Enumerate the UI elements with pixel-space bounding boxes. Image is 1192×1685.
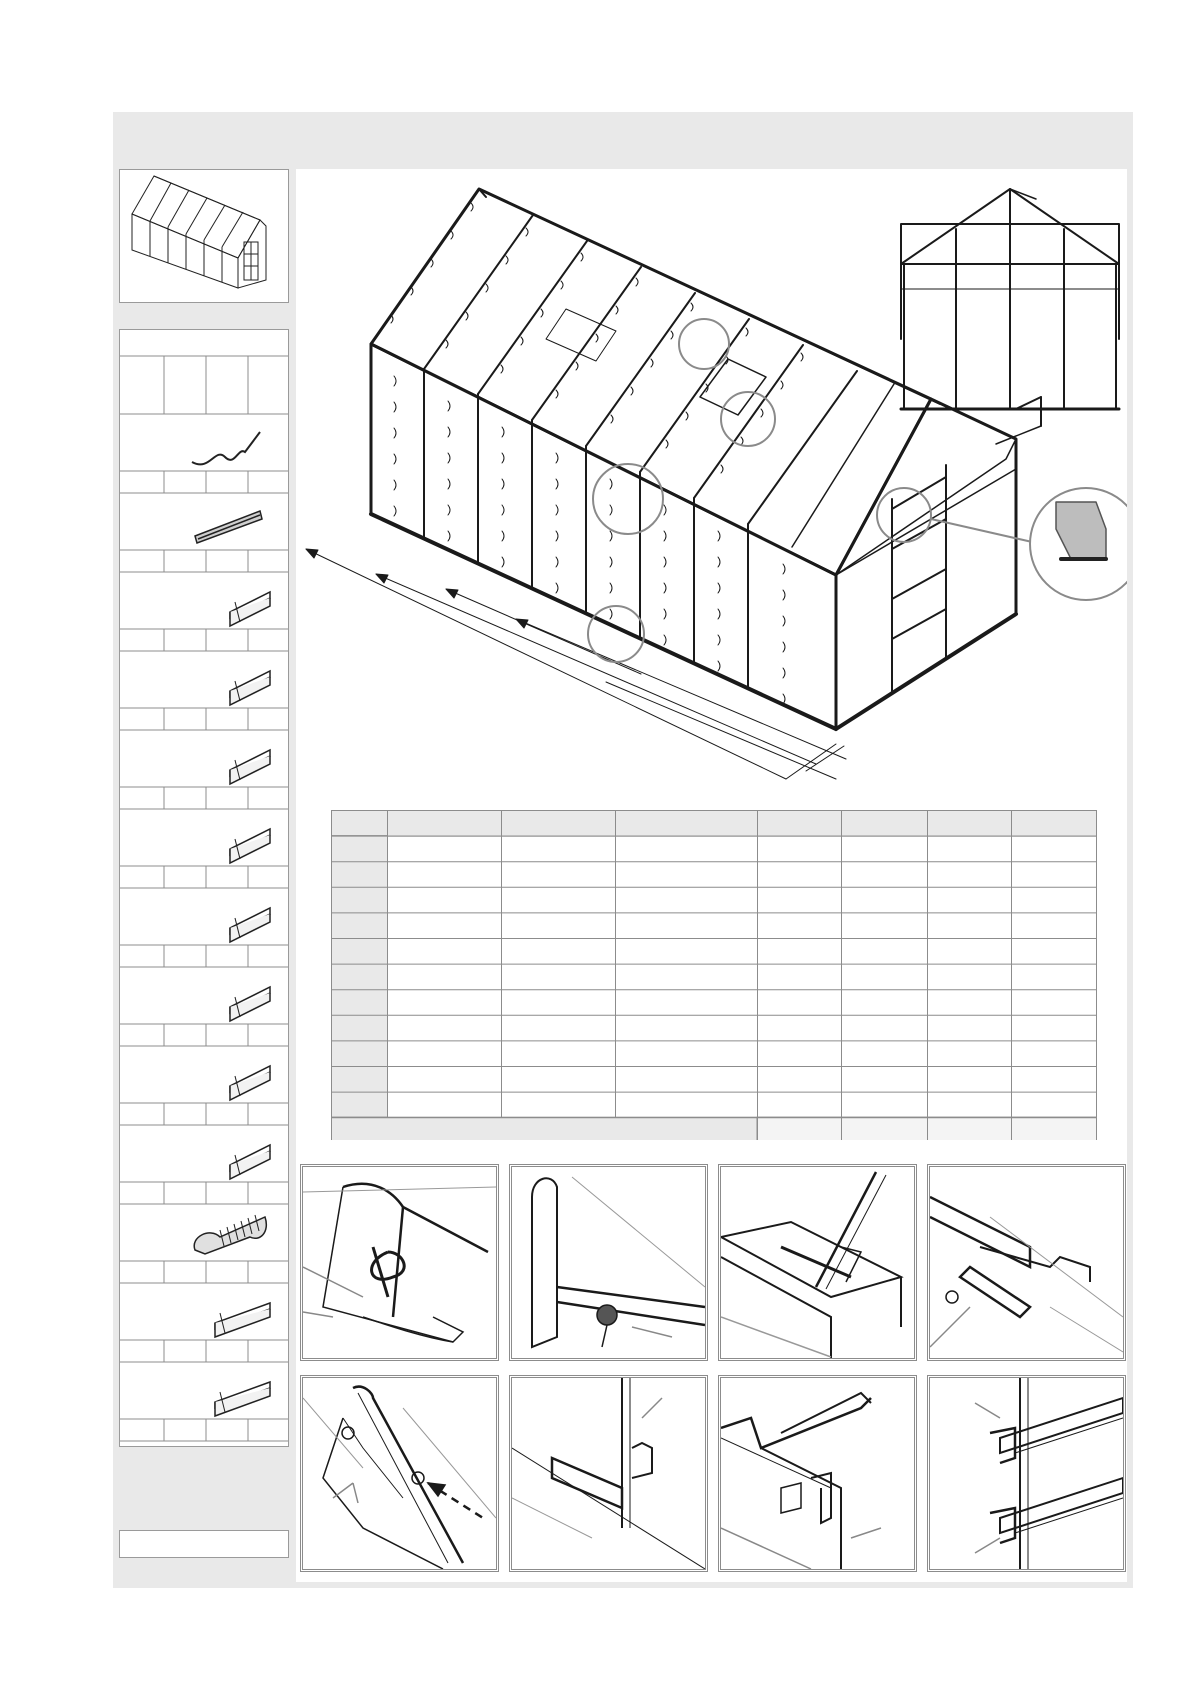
end-cap-detail-icon xyxy=(512,1167,705,1358)
parts-list-row xyxy=(120,1145,288,1204)
footer-box xyxy=(119,1530,289,1558)
panel-base-detail-icon xyxy=(512,1378,705,1569)
rolled-strip-icon xyxy=(194,1215,266,1254)
wire-clip-icon xyxy=(192,432,260,464)
double-channel-profile-icon xyxy=(230,1066,270,1100)
parts-list-row xyxy=(120,750,288,809)
u-channel-profile-icon xyxy=(230,671,270,705)
parts-list-row xyxy=(120,987,288,1046)
parts-list-row xyxy=(120,671,288,730)
detail-gutter-joint xyxy=(718,1375,917,1572)
parts-list-row xyxy=(120,432,288,493)
flat-channel-profile-icon xyxy=(215,1382,270,1416)
double-channel-profile-icon xyxy=(230,750,270,784)
s-profile-small-icon xyxy=(230,829,270,863)
detail-panel-base xyxy=(509,1375,708,1572)
rafter-bolt-detail-icon xyxy=(303,1378,496,1569)
s-profile-icon xyxy=(230,592,270,626)
s-profile-small-icon xyxy=(230,1145,270,1179)
parts-list-row xyxy=(120,592,288,651)
greenhouse-thumbnail-icon xyxy=(120,170,288,302)
vent-hinge-detail-icon xyxy=(930,1167,1123,1358)
long-bar-profile-icon xyxy=(195,511,262,543)
greenhouse-thumbnail xyxy=(119,169,289,303)
detail-end-cap xyxy=(509,1164,708,1361)
detail-vent-hinge xyxy=(927,1164,1126,1361)
greenhouse-isometric-drawing xyxy=(296,169,1127,809)
double-s-profile-icon xyxy=(230,908,270,942)
detail-glazing-clip xyxy=(300,1164,499,1361)
glazing-clip-detail-icon xyxy=(303,1167,496,1358)
specification-table xyxy=(331,810,1097,1140)
gutter-joint-detail-icon xyxy=(721,1378,914,1569)
parts-list-row xyxy=(120,1066,288,1125)
flat-channel-profile-icon xyxy=(215,1303,270,1337)
detail-wall-panel-joint xyxy=(927,1375,1126,1572)
u-channel-profile-icon xyxy=(230,987,270,1021)
parts-list-row xyxy=(120,1303,288,1362)
detail-rafter-bolt xyxy=(300,1375,499,1572)
detail-gutter-tool xyxy=(718,1164,917,1361)
parts-list-grid xyxy=(120,330,288,1446)
parts-list-row xyxy=(120,1382,288,1441)
parts-list-row xyxy=(120,908,288,967)
header-band xyxy=(113,112,1133,168)
gutter-tool-detail-icon xyxy=(721,1167,914,1358)
parts-list-row xyxy=(120,1215,288,1283)
parts-list-row xyxy=(120,829,288,888)
parts-list xyxy=(119,329,289,1447)
wall-panel-joint-detail-icon xyxy=(930,1378,1123,1569)
parts-list-row xyxy=(120,511,288,572)
